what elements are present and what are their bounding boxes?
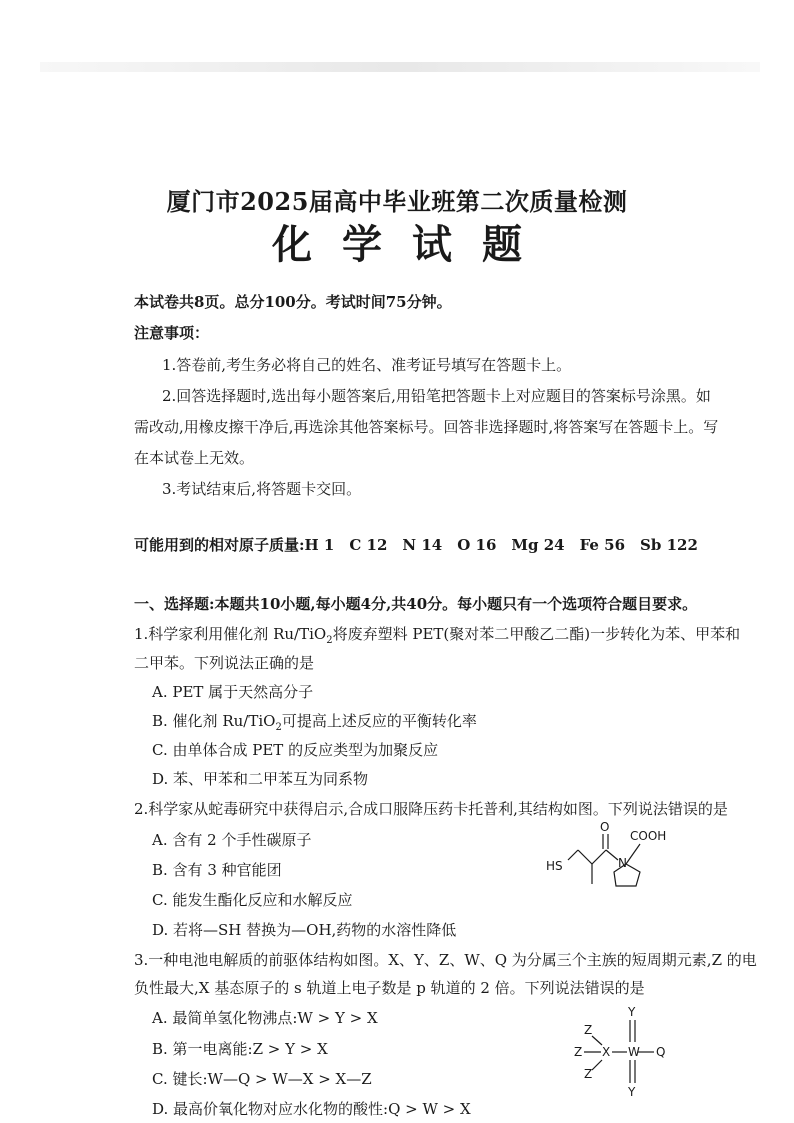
mol-nitrogen-label: N	[618, 856, 627, 870]
q2-option-c: C. 能发生酯化反应和水解反应	[152, 891, 353, 909]
bond-ring-cooh	[626, 844, 640, 864]
q1-option-a: A. PET 属于天然高分子	[152, 683, 314, 701]
q3-stem-line2: 负性最大,X 基态原子的 s 轨道上电子数是 p 轨道的 2 倍。下列说法错误的是	[134, 979, 645, 997]
captopril-structure	[540, 820, 700, 900]
electrolyte-precursor-structure	[560, 1000, 690, 1100]
note-item-1: 1.答卷前,考生务必将自己的姓名、准考证号填写在答题卡上。	[162, 356, 572, 374]
bond-hs-c	[568, 850, 578, 860]
mol-hs-label: HS	[546, 859, 563, 873]
subject-title: 化学试题	[272, 221, 552, 268]
mol-y-bottom-label: Y	[628, 1085, 636, 1099]
q2-option-b: B. 含有 3 种官能团	[152, 861, 282, 879]
q3-option-d: D. 最高价氧化物对应水化物的酸性:Q > W > X	[152, 1100, 471, 1118]
q1-stem-line2: 二甲苯。下列说法正确的是	[134, 654, 315, 672]
q1-option-b-text-2: 可提高上述反应的平衡转化率	[281, 712, 477, 730]
note-item-2: 2.回答选择题时,选出每小题答案后,用铅笔把答题卡上对应题目的答案标号涂黑。如	[162, 387, 711, 405]
q2-stem: 2.科学家从蛇毒研究中获得启示,合成口服降压药卡托普利,其结构如图。下列说法错误的是	[134, 800, 728, 818]
exam-intro: 本试卷共8页。总分100分。考试时间75分钟。	[134, 293, 452, 311]
note-item-3: 3.考试结束后,将答题卡交回。	[162, 480, 362, 498]
q1-option-d: D. 苯、甲苯和二甲苯互为同系物	[152, 770, 369, 788]
bond-ch-co	[592, 850, 606, 864]
exam-title: 厦门市2025届高中毕业班第二次质量检测	[166, 187, 628, 216]
q3-option-c: C. 键长:W—Q > W—X > X—Z	[152, 1070, 372, 1088]
bond-zx-top	[592, 1036, 602, 1045]
q1-stem-text: 1.科学家利用催化剂 Ru/TiO	[134, 625, 327, 643]
mol-z-top-label: Z	[584, 1023, 593, 1037]
mol-y-top-label: Y	[628, 1005, 636, 1019]
q2-option-d: D. 若将—SH 替换为—OH,药物的水溶性降低	[152, 921, 457, 939]
mol-x-label: X	[602, 1045, 611, 1059]
bond-zx-bottom	[592, 1060, 602, 1070]
mol-z-left-label: Z	[574, 1045, 583, 1059]
bond-c-ch	[578, 850, 592, 864]
bond-co-n	[606, 850, 618, 860]
mol-q-label: Q	[656, 1045, 666, 1059]
q1-option-b-text: B. 催化剂 Ru/TiO	[152, 712, 276, 730]
q3-option-a: A. 最简单氢化物沸点:W > Y > X	[152, 1009, 378, 1027]
note-item-2-cont: 需改动,用橡皮擦干净后,再选涂其他答案标号。回答非选择题时,将答案写在答题卡上。写	[134, 418, 719, 436]
atomic-masses: 可能用到的相对原子质量:H 1 C 12 N 14 O 16 Mg 24 Fe 56 Sb 122	[134, 536, 698, 554]
q1-stem	[134, 624, 740, 644]
notes-heading: 注意事项：	[134, 324, 210, 342]
q1-stem-sub: 2	[326, 635, 333, 646]
q3-stem: 3.一种电池电解质的前驱体结构如图。X、Y、Z、W、Q 为分属三个主族的短周期元素,Z 的电	[134, 951, 757, 969]
mol-z-bottom-label: Z	[584, 1067, 593, 1081]
q3-option-b: B. 第一电离能:Z > Y > X	[152, 1040, 328, 1058]
q1-option-b-sub: 2	[275, 722, 282, 733]
q1-stem-text-2: 将废弃塑料 PET(聚对苯二甲酸乙二酯)一步转化为苯、甲苯和	[332, 625, 741, 643]
q2-option-a: A. 含有 2 个手性碳原子	[152, 831, 312, 849]
note-item-2-end: 在本试卷上无效。	[134, 449, 255, 467]
mol-cooh-label: COOH	[630, 829, 667, 843]
mol-oxygen-label: O	[600, 820, 610, 834]
scan-smudge	[40, 62, 760, 72]
q1-option-b	[152, 711, 477, 731]
mol-w-label: W	[628, 1045, 640, 1059]
section-heading: 一、选择题:本题共10小题,每小题4分,共40分。每小题只有一个选项符合题目要求。	[134, 595, 698, 613]
q1-option-c: C. 由单体合成 PET 的反应类型为加聚反应	[152, 741, 439, 759]
